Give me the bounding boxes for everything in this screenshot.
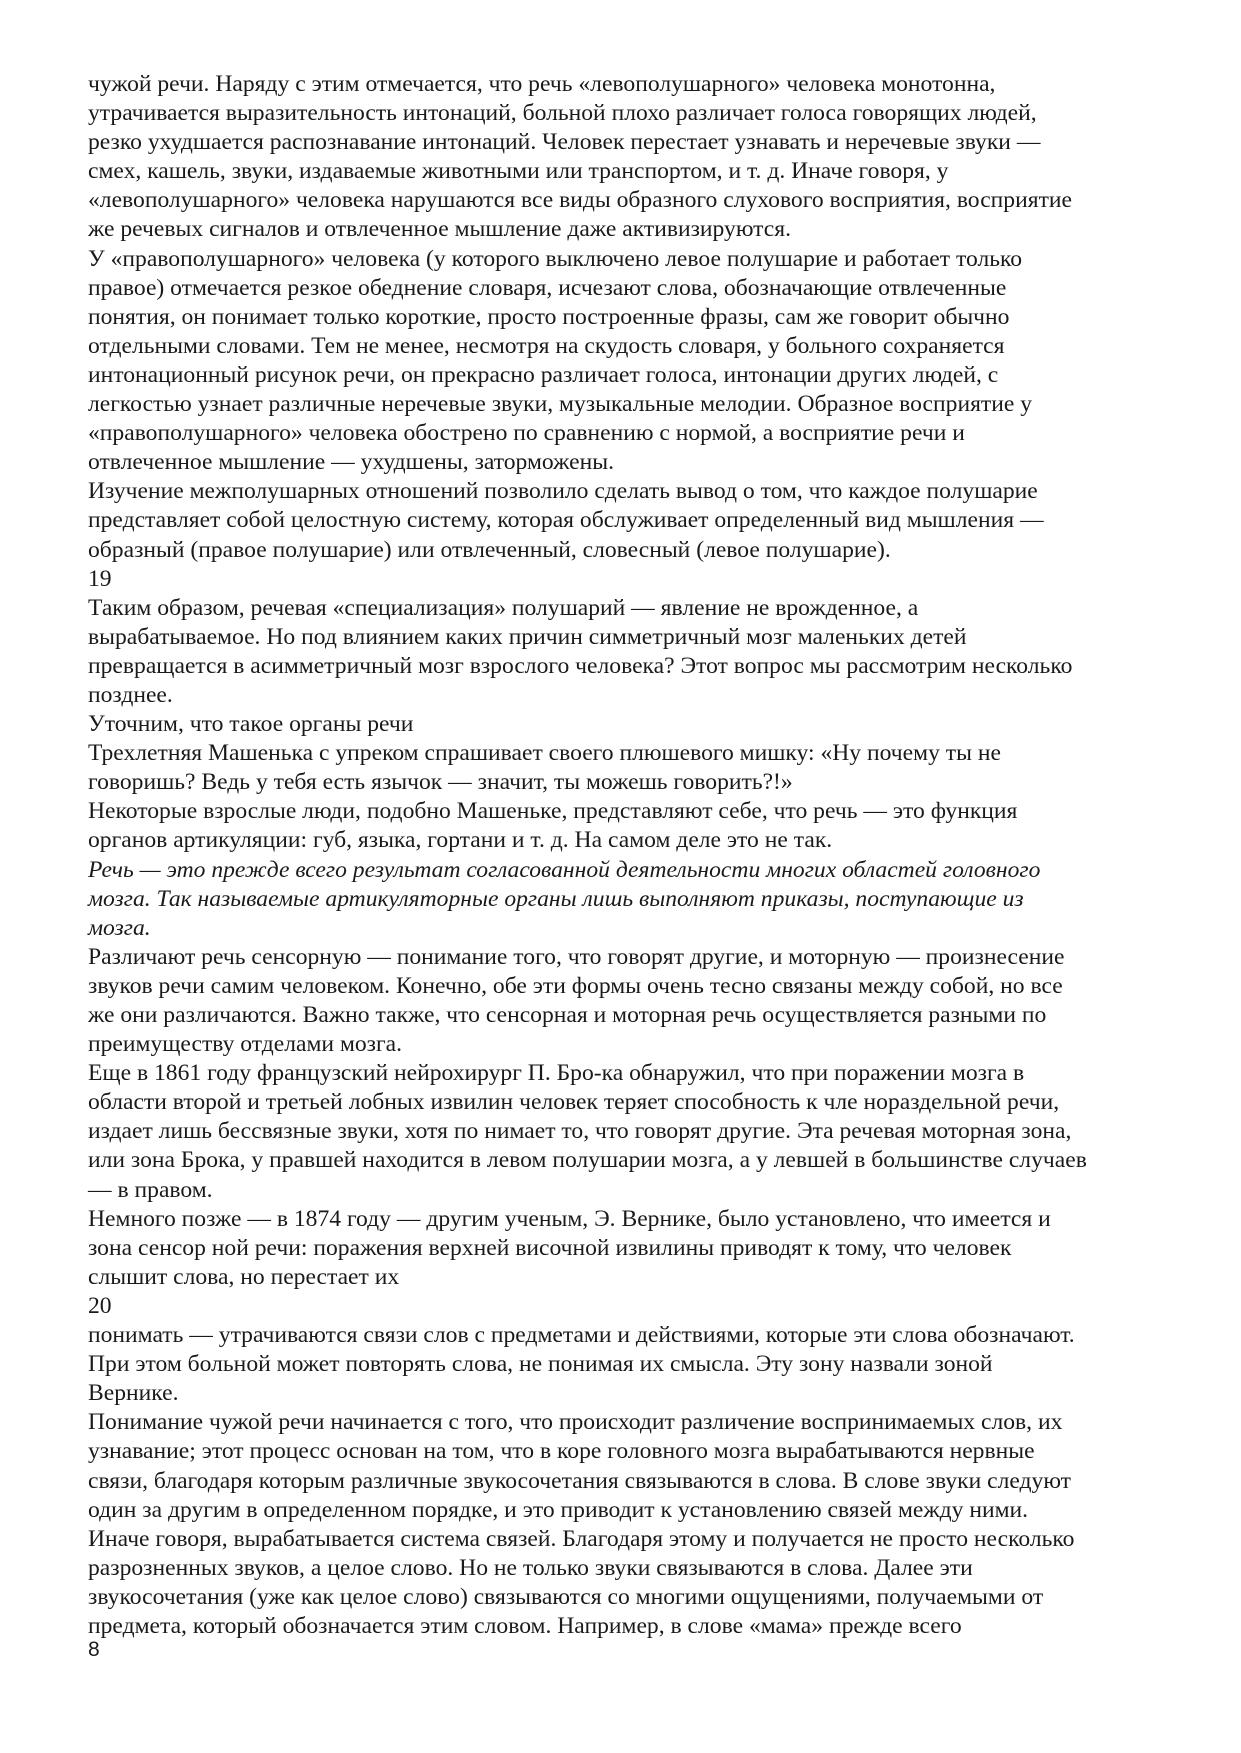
- text-line: узнавание; этот процесс основан на том, что в коре головного мозга вырабатываются нервные: [88, 1438, 1035, 1465]
- text-line: Еще в 1861 году французский нейрохирург П. Бро-ка обнаружил, что при поражении мозга в: [88, 1060, 1025, 1087]
- text-line: Понимание чужой речи начинается с того, что происходит различение воспринимаемых слов, их: [88, 1409, 1063, 1436]
- text-line: резко ухудшается распознавание интонаций. Человек перестает узнавать и неречевые звуки —: [88, 129, 1041, 156]
- text-line: 20: [88, 1292, 112, 1319]
- text-line: позднее.: [88, 681, 173, 708]
- text-line: отвлеченное мышление — ухудшены, заторможены.: [88, 449, 614, 476]
- text-line: связи, благодаря которым различные звукосочетания связываются в слова. В слове звуки следуют: [88, 1467, 1071, 1494]
- page-number: 8: [88, 1638, 100, 1661]
- text-line: один за другим в определенном порядке, и это приводит к установлению связей между ними.: [88, 1496, 1029, 1523]
- text-line: преимуществу отделами мозга.: [88, 1031, 403, 1058]
- text-line: слышит слова, но перестает их: [88, 1263, 400, 1290]
- body-text: [88, 70, 1168, 1641]
- text-line: Уточним, что такое органы речи: [88, 711, 414, 738]
- text-line: разрозненных звуков, а целое слово. Но не только звуки связываются в слова. Далее эти: [88, 1554, 973, 1581]
- text-line: При этом больной может повторять слова, не понимая их смысла. Эту зону назвали зоной: [88, 1351, 993, 1378]
- text-line: Вернике.: [88, 1380, 179, 1407]
- text-line: Различают речь сенсорную — понимание того, что говорят другие, и моторную — произнесение: [88, 943, 1065, 970]
- text-line: интонационный рисунок речи, он прекрасно различает голоса, интонации других людей, с: [88, 361, 999, 388]
- text-line: говоришь? Ведь у тебя есть язычок — значит, ты можешь говорить?!»: [88, 769, 793, 796]
- text-line: же речевых сигналов и отвлеченное мышление даже активизируются.: [88, 216, 791, 243]
- text-line: У «правополушарного» человека (у которого выключено левое полушарие и работает только: [88, 245, 1023, 272]
- text-line: утрачивается выразительность интонаций, больной плохо различает голоса говорящих людей,: [88, 100, 1037, 127]
- text-line: превращается в асимметричный мозг взрослого человека? Этот вопрос мы рассмотрим несколько: [88, 652, 1073, 679]
- text-line: издает лишь бессвязные звуки, хотя по нимает то, что говорят другие. Эта речевая моторная зона,: [88, 1118, 1072, 1145]
- text-line: образный (правое полушарие) или отвлеченный, словесный (левое полушарие).: [88, 536, 891, 563]
- text-line: или зона Брока, у правшей находится в левом полушарии мозга, а у левшей в большинстве случаев: [88, 1147, 1087, 1174]
- text-line: понятия, он понимает только короткие, просто построенные фразы, сам же говорит обычно: [88, 303, 1010, 330]
- text-line: легкостью узнает различные неречевые звуки, музыкальные мелодии. Образное восприятие у: [88, 391, 1033, 418]
- text-line: звуков речи самим человеком. Конечно, обе эти формы очень тесно связаны между собой, но все: [88, 972, 1063, 999]
- text-line: вырабатываемое. Но под влиянием каких причин симметричный мозг маленьких детей: [88, 623, 967, 650]
- text-line: зона сенсор ной речи: поражения верхней височной извилины приводят к тому, что человек: [88, 1234, 1012, 1261]
- text-line: правое) отмечается резкое обеднение словаря, исчезают слова, обозначающие отвлеченные: [88, 274, 1007, 301]
- text-line: чужой речи. Наряду с этим отмечается, что речь «левополушарного» человека монотонна,: [88, 71, 996, 97]
- text-line: Некоторые взрослые люди, подобно Машеньке, представляют себе, что речь — это функция: [88, 798, 1018, 825]
- text-line: «левополушарного» человека нарушаются все виды образного слухового восприятия, восприятие: [88, 187, 1072, 214]
- text-line: отдельными словами. Тем не менее, несмотря на скудость словаря, у больного сохраняется: [88, 332, 1005, 359]
- text-line: — в правом.: [88, 1176, 213, 1203]
- text-line: органов артикуляции: губ, языка, гортани и т. д. На самом деле это не так.: [88, 827, 833, 854]
- text-line: мозга.: [88, 914, 151, 941]
- text-line: «правополушарного» человека обострено по сравнению с нормой, а восприятие речи и: [88, 420, 965, 447]
- text-line: представляет собой целостную систему, которая обслуживает определенный вид мышления —: [88, 507, 1044, 534]
- text-line: же они различаются. Важно также, что сенсорная и моторная речь осуществляется разными по: [88, 1002, 1047, 1028]
- text-line: смех, кашель, звуки, издаваемые животными или транспортом, и т. д. Иначе говоря, у: [88, 158, 949, 185]
- text-line: звукосочетания (уже как целое слово) связываются со многими ощущениями, получаемыми от: [88, 1583, 1044, 1610]
- text-line: области второй и третьей лобных извилин человек теряет способность к чле нораздельной речи,: [88, 1089, 1060, 1116]
- text-line: Трехлетняя Машенька с упреком спрашивает своего плюшевого мишку: «Ну почему ты не: [88, 740, 1001, 767]
- text-line: Немного позже — в 1874 году — другим ученым, Э. Вернике, было установлено, что имеется и: [88, 1205, 1051, 1232]
- text-line: Речь — это прежде всего результат согласованной деятельности многих областей головного: [88, 856, 1041, 883]
- text-line: предмета, который обозначается этим словом. Например, в слове «мама» прежде всего: [88, 1612, 962, 1639]
- text-line: 19: [88, 565, 112, 592]
- text-line: мозга. Так называемые артикуляторные органы лишь выполняют приказы, поступающие из: [88, 885, 1024, 912]
- text-line: Таким образом, речевая «специализация» полушарий — явление не врожденное, а: [88, 594, 919, 621]
- text-line: Иначе говоря, вырабатывается система связей. Благодаря этому и получается не просто несколько: [88, 1525, 1075, 1552]
- text-line: Изучение межполушарных отношений позволило сделать вывод о том, что каждое полушарие: [88, 478, 1038, 505]
- text-line: понимать — утрачиваются связи слов с предметами и действиями, которые эти слова обозначают.: [88, 1322, 1075, 1349]
